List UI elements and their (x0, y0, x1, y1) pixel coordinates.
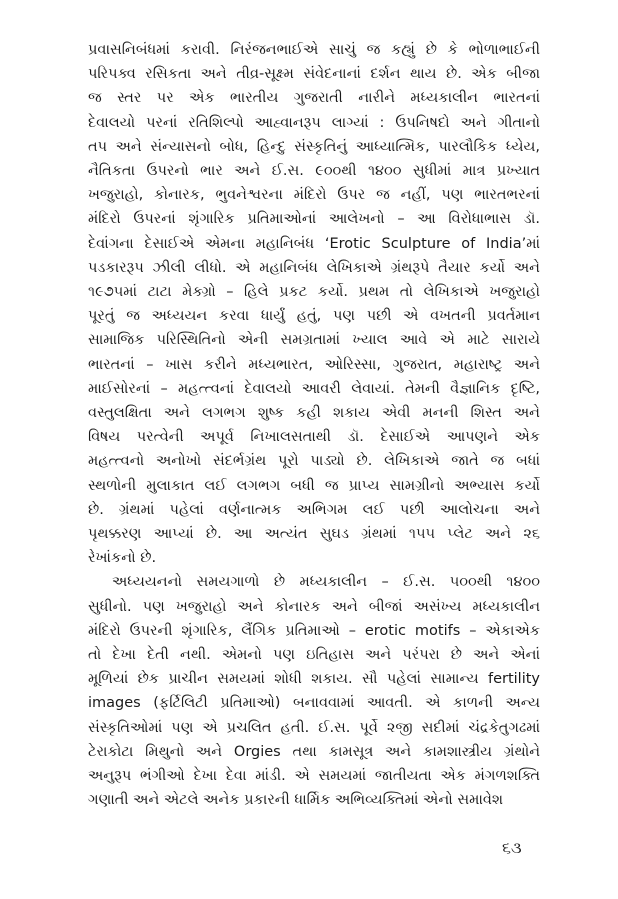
text-line: છે. ગ્રંથમાં પહેલાં વર્ણનાત્મક અભિગમ લઈ પછી આલોચના અને (88, 501, 540, 518)
text-line: સામાજિક પરિસ્થિતિનો એની સમગ્રતામાં ખ્યાલ આવે એ માટે સારાયે (88, 332, 540, 349)
text-line: જ સ્તર પર એક ભારતીય ગુજરાતી નારીને મધ્યકાલીન ભારતનાં (88, 90, 540, 107)
paragraph-1 (88, 38, 540, 570)
text-line: અનુરૂપ ભંગીઓ દેખા દેવા માંડી. એ સમયમાં જાતીયતા એક મંગળશક્તિ (88, 768, 540, 785)
text-line: વસ્તુલક્ષિતા અને લગભગ શુષ્ક કહી શકાય એવી મનની શિસ્ત અને (88, 405, 540, 422)
text-line: પડકારરૂપ ઝીલી લીધો. એ મહાનિબંધ લેખિકાએ ગ્રંથરૂપે તૈયાર કર્યો અને (88, 259, 540, 276)
text-line: પૃથક્કરણ આપ્યાં છે. આ અત્યંત સુઘડ ગ્રંથમાં ૧૫૫ પ્લેટ અને ૨૬ (88, 526, 540, 543)
text-line: ભારતનાં – ખાસ કરીને મધ્યભારત, ઓરિસ્સા, ગુજરાત, મહારાષ્ટ્ર અને (88, 356, 540, 373)
text-line: તો દેખા દેતી નથી. એમનો પણ ઇતિહાસ અને પરંપરા છે અને એનાં (88, 647, 540, 664)
text-line: ખજુરાહો, કોનારક, ભુવનેશ્વરના મંદિરો ઉપર જ નહીં, પણ ભારતભરનાં (88, 187, 540, 204)
text-line: પ્રવાસનિબંધમાં કરાવી. નિરંજનભાઈએ સાચું જ કહ્યું છે કે ભોળાભાઈની (88, 42, 540, 58)
text-line: મંદિરો ઉપરની શૃંગારિક, લૈંગિક પ્રતિમાઓ – erotic motifs – એકાએક (88, 622, 540, 639)
page-number: ૬૩ (502, 838, 522, 857)
text-line: રેખાંકનો છે. (88, 550, 157, 567)
text-line: સંસ્કૃતિઓમાં પણ એ પ્રચલિત હતી. ઈ.સ. પૂર્વે ૨જી સદીમાં ચંદ્રકેતુગઢમાં (88, 719, 540, 736)
text-line: મહત્ત્વનો અનોખો સંદર્ભગ્રંથ પૂરો પાડ્યો છે. લેખિકાએ જાતે જ બધાં (88, 453, 540, 470)
text-line: પૂરતું જ અધ્યયન કરવા ધાર્યું હતું, પણ પછી એ વખતની પ્રવર્તમાન (88, 308, 540, 325)
text-line: images (ફર્ટિલિટી પ્રતિમાઓ) બનાવવામાં આવતી. એ કાળની અન્ય (88, 695, 540, 712)
text-line: ૧૯૭૫માં ટાટા મેક્ગ્રો – હિલે પ્રકટ કર્યો. પ્રથમ તો લેખિકાએ ખજુરાહો (88, 284, 540, 301)
text-line: દેવાંગના દેસાઈએ એમના મહાનિબંધ ‘Erotic Sculpture of India’માં (88, 235, 540, 252)
text-line: તપ અને સંન્યાસનો બોધ, હિન્દુ સંસ્કૃતિનું આધ્યાત્મિક, પારલૌકિક ધ્યેય, (88, 138, 540, 155)
text-line: વિષય પરત્વેની અપૂર્વ નિખાલસતાથી ડૉ. દેસાઈએ આપણને એક (88, 429, 540, 446)
text-line: સ્થળોની મુલાકાત લઈ લગભગ બધી જ પ્રાપ્ય સામગ્રીનો અભ્યાસ કર્યો (88, 477, 540, 494)
text-line: પરિપક્વ રસિકતા અને તીવ્ર-સૂક્ષ્મ સંવેદનાનાં દર્શન થાય છે. એક બીજા (88, 66, 540, 83)
text-line: ટેરાકોટા મિથુનો અને Orgies તથા કામસૂત્ર અને કામશાસ્ત્રીય ગ્રંથોને (88, 743, 540, 760)
text-line: નૈતિકતા ઉપરનો ભાર અને ઈ.સ. ૯૦૦થી ૧૪૦૦ સુધીમાં માત્ર પ્રખ્યાત (88, 163, 540, 180)
text-line: મૂળિયાં છેક પ્રાચીન સમયમાં શોધી શકાય. સૌ પહેલાં સામાન્ય fertility (88, 671, 540, 688)
page-body-text (88, 38, 540, 813)
text-line: સુધીનો. પણ ખજુરાહો અને કોનારક અને બીજાં અસંખ્ય મધ્યકાલીન (88, 598, 540, 615)
paragraph-2 (88, 570, 540, 812)
text-line: મંદિરો ઉપરનાં શૃંગારિક પ્રતિમાઓનાં આલેખનો – આ વિરોધાભાસ ડૉ. (88, 211, 540, 228)
text-line: ગણાતી અને એટલે અનેક પ્રકારની ધાર્મિક અભિવ્યક્તિમાં એનો સમાવેશ (88, 792, 504, 809)
text-line: અધ્યયનનો સમયગાળો છે મધ્યકાલીન – ઈ.સ. ૫૦૦થી ૧૪૦૦ (112, 574, 540, 591)
text-line: માઈસોરનાં – મહત્ત્વનાં દેવાલયો આવરી લેવાયાં. તેમની વૈજ્ઞાનિક દૃષ્ટિ, (88, 380, 540, 397)
text-line: દેવાલયો પરનાં રતિશિલ્પો આહ્વાનરૂપ લાગ્યાં : ઉપનિષદો અને ગીતાનો (88, 114, 540, 131)
